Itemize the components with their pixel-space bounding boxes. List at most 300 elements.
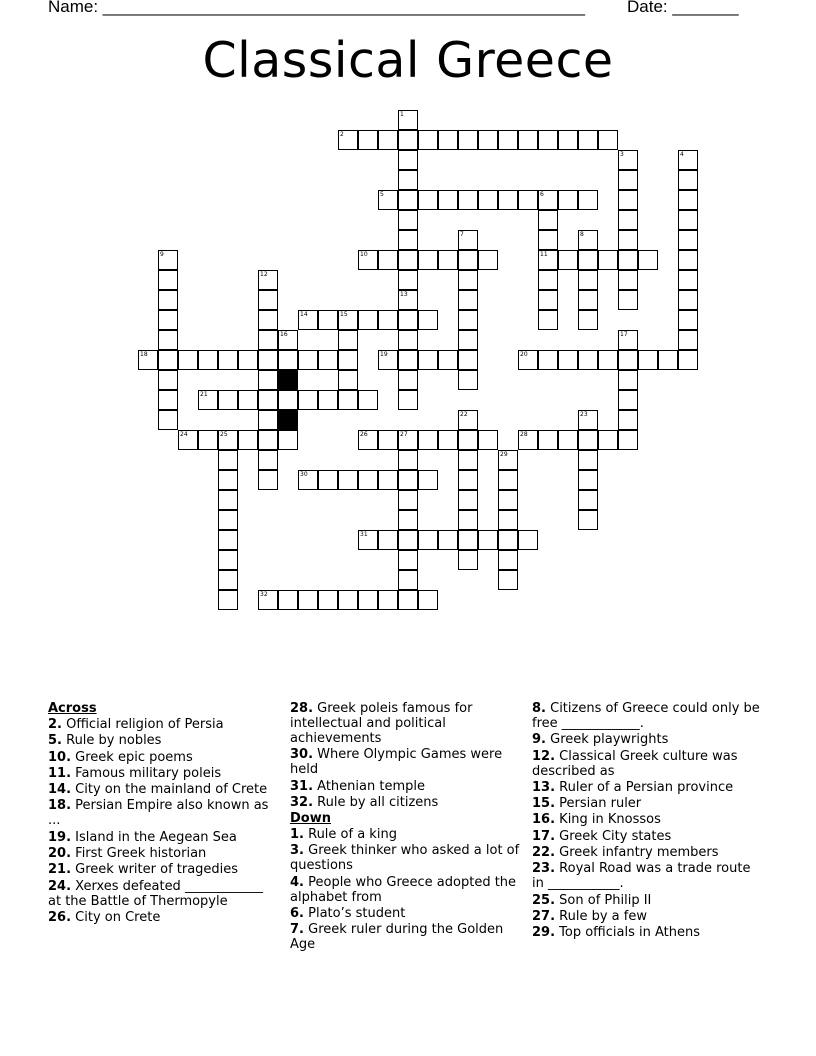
clue-number: 23 (580, 411, 588, 418)
crossword-cell[interactable] (558, 250, 578, 270)
crossword-cell[interactable] (618, 250, 638, 270)
crossword-cell[interactable] (378, 250, 398, 270)
clue-item (48, 910, 280, 925)
clue-number: 6 (540, 191, 544, 198)
crossword-cell[interactable] (298, 390, 318, 410)
clue-number: 25 (220, 431, 228, 438)
crossword-cell[interactable] (258, 290, 278, 310)
clue-item-text: City on the mainland of Crete (71, 782, 268, 798)
crossword-cell[interactable] (398, 490, 418, 510)
crossword-cell[interactable] (218, 510, 238, 530)
crossword-cell[interactable] (258, 350, 278, 370)
crossword-cell[interactable] (338, 350, 358, 370)
crossword-cell[interactable] (398, 450, 418, 470)
crossword-cell[interactable] (218, 390, 238, 410)
crossword-cell[interactable] (618, 290, 638, 310)
crossword-cell[interactable] (518, 430, 538, 450)
clue-number: 10 (360, 251, 368, 258)
crossword-cell[interactable] (218, 450, 238, 470)
crossword-cell[interactable] (358, 250, 378, 270)
crossword-cell[interactable] (418, 250, 438, 270)
crossword-cell[interactable] (338, 130, 358, 150)
crossword-cell[interactable] (298, 310, 318, 330)
crossword-cell[interactable] (138, 350, 158, 370)
clue-item-text: Greek epic poems (71, 749, 193, 765)
crossword-cell[interactable] (538, 270, 558, 290)
crossword-cell[interactable] (218, 430, 238, 450)
crossword-cell[interactable] (258, 470, 278, 490)
crossword-cell[interactable] (618, 390, 638, 410)
clue-item (532, 909, 764, 924)
crossword-cell[interactable] (338, 590, 358, 610)
crossword-cell[interactable] (478, 530, 498, 550)
crossword-cell[interactable] (398, 390, 418, 410)
crossword-cell[interactable] (378, 310, 398, 330)
crossword-cell[interactable] (178, 430, 198, 450)
crossword-cell[interactable] (438, 250, 458, 270)
crossword-cell[interactable] (538, 190, 558, 210)
crossword-cell[interactable] (198, 350, 218, 370)
crossword-cell[interactable] (338, 390, 358, 410)
crossword-cell[interactable] (158, 310, 178, 330)
clue-item (532, 732, 764, 747)
clue-item (48, 782, 280, 797)
crossword-cell[interactable] (398, 230, 418, 250)
crossword-cell[interactable] (678, 310, 698, 330)
crossword-cell[interactable] (158, 350, 178, 370)
crossword-cell[interactable] (418, 310, 438, 330)
crossword-cell[interactable] (458, 430, 478, 450)
crossword-cell[interactable] (318, 390, 338, 410)
crossword-cell[interactable] (558, 130, 578, 150)
clue-number: 8 (580, 231, 584, 238)
crossword-cell[interactable] (238, 390, 258, 410)
clue-number: 15 (340, 311, 348, 318)
clue-item-number: 10. (48, 749, 72, 765)
clue-item (532, 749, 764, 779)
clue-item (48, 830, 280, 845)
crossword-cell[interactable] (578, 250, 598, 270)
crossword-cell[interactable] (498, 130, 518, 150)
clue-item-text: City on Crete (71, 909, 161, 925)
crossword-cell[interactable] (618, 170, 638, 190)
crossword-cell[interactable] (678, 230, 698, 250)
clue-item-number: 4. (290, 874, 304, 890)
crossword-cell[interactable] (398, 370, 418, 390)
clue-item (532, 925, 764, 940)
clue-number: 31 (360, 531, 368, 538)
clue-item-text: King in Knossos (555, 812, 661, 828)
clue-item-text: Rule by all citizens (313, 794, 439, 810)
crossword-cell[interactable] (318, 310, 338, 330)
crossword-cell[interactable] (438, 530, 458, 550)
crossword-cell[interactable] (418, 430, 438, 450)
crossword-cell[interactable] (358, 530, 378, 550)
crossword-cell[interactable] (678, 150, 698, 170)
clue-item-number: 16. (532, 812, 556, 828)
clue-item-text: Greek ruler during the Golden Age (290, 922, 504, 953)
crossword-cell[interactable] (518, 530, 538, 550)
crossword-cell[interactable] (278, 350, 298, 370)
crossword-cell[interactable] (258, 390, 278, 410)
crossword-cell[interactable] (378, 590, 398, 610)
crossword-cell[interactable] (278, 330, 298, 350)
crossword-cell[interactable] (458, 510, 478, 530)
crossword-cell[interactable] (538, 250, 558, 270)
crossword-cell[interactable] (638, 350, 658, 370)
clue-item (532, 780, 764, 795)
crossword-cell[interactable] (578, 270, 598, 290)
crossword-cell[interactable] (358, 390, 378, 410)
crossword-cell[interactable] (398, 150, 418, 170)
crossword-cell[interactable] (398, 110, 418, 130)
crossword-cell[interactable] (538, 310, 558, 330)
crossword-cell[interactable] (218, 550, 238, 570)
clue-item-number: 19. (48, 829, 72, 845)
clue-item-number: 32. (290, 794, 314, 810)
crossword-cell[interactable] (418, 590, 438, 610)
crossword-cell[interactable] (538, 210, 558, 230)
clue-number: 11 (540, 251, 548, 258)
crossword-cell[interactable] (238, 350, 258, 370)
crossword-cell[interactable] (298, 470, 318, 490)
clue-number: 5 (380, 191, 384, 198)
crossword-cell[interactable] (398, 130, 418, 150)
crossword-cell[interactable] (498, 490, 518, 510)
crossword-cell[interactable] (358, 130, 378, 150)
crossword-cell[interactable] (538, 350, 558, 370)
clue-item (48, 862, 280, 877)
crossword-cell[interactable] (398, 550, 418, 570)
clue-number: 32 (260, 591, 268, 598)
crossword-cell[interactable] (218, 470, 238, 490)
clue-number: 26 (360, 431, 368, 438)
crossword-cell[interactable] (418, 530, 438, 550)
crossword-cell[interactable] (578, 450, 598, 470)
crossword-cell[interactable] (158, 330, 178, 350)
clue-item-number: 3. (290, 843, 304, 859)
crossword-cell[interactable] (678, 270, 698, 290)
crossword-cell[interactable] (198, 430, 218, 450)
crossword-cell[interactable] (558, 350, 578, 370)
crossword-cell[interactable] (198, 390, 218, 410)
crossword-cell[interactable] (358, 310, 378, 330)
crossword-cell[interactable] (678, 250, 698, 270)
clue-item-text: Citizens of Greece could only be free ____________. (532, 701, 760, 731)
crossword-cell[interactable] (578, 290, 598, 310)
crossword-cell[interactable] (258, 370, 278, 390)
crossword-cell[interactable] (578, 490, 598, 510)
crossword-cell[interactable] (378, 530, 398, 550)
clue-item (48, 879, 280, 909)
crossword-cell[interactable] (298, 590, 318, 610)
crossword-cell[interactable] (178, 350, 198, 370)
clue-item-number: 21. (48, 862, 72, 878)
crossword-cell[interactable] (518, 190, 538, 210)
crossword-cell[interactable] (398, 310, 418, 330)
crossword-cell[interactable] (458, 410, 478, 430)
clue-item-number: 28. (290, 701, 314, 716)
crossword-cell[interactable] (418, 470, 438, 490)
clue-number: 28 (520, 431, 528, 438)
crossword-cell[interactable] (578, 410, 598, 430)
crossword-cell[interactable] (398, 290, 418, 310)
crossword-cell[interactable] (578, 350, 598, 370)
crossword-cell[interactable] (458, 550, 478, 570)
crossword-cell[interactable] (398, 590, 418, 610)
crossword-cell[interactable] (618, 330, 638, 350)
clue-item-text: Greek thinker who asked a lot of questions (290, 843, 520, 874)
crossword-cell[interactable] (318, 350, 338, 370)
crossword-cell[interactable] (498, 470, 518, 490)
clue-item (290, 795, 522, 810)
crossword-cell[interactable] (578, 190, 598, 210)
crossword-cell[interactable] (398, 430, 418, 450)
crossword-cell[interactable] (458, 130, 478, 150)
clue-item-number: 22. (532, 845, 556, 861)
crossword-cell[interactable] (458, 230, 478, 250)
clue-item-number: 11. (48, 765, 72, 781)
crossword-cell[interactable] (218, 570, 238, 590)
crossword-cell[interactable] (378, 190, 398, 210)
clue-item-number: 6. (290, 906, 304, 922)
crossword-cell[interactable] (478, 190, 498, 210)
crossword-cell[interactable] (218, 490, 238, 510)
crossword-cell[interactable] (618, 350, 638, 370)
clue-item-text: Greek poleis famous for intellectual and political achievements (290, 701, 473, 746)
crossword-cell[interactable] (458, 530, 478, 550)
clue-item-number: 24. (48, 878, 72, 894)
clue-number: 17 (620, 331, 628, 338)
crossword-cell[interactable] (278, 590, 298, 610)
clue-item (290, 779, 522, 794)
crossword-cell[interactable] (398, 190, 418, 210)
clue-item-number: 2. (48, 717, 62, 732)
clue-item-number: 29. (532, 925, 556, 941)
crossword-cell[interactable] (258, 330, 278, 350)
crossword-cell[interactable] (278, 430, 298, 450)
crossword-cell[interactable] (398, 270, 418, 290)
crossword-cell[interactable] (398, 530, 418, 550)
crossword-cell[interactable] (538, 290, 558, 310)
crossword-cell[interactable] (498, 450, 518, 470)
crossword-cell[interactable] (378, 350, 398, 370)
crossword-cell[interactable] (338, 370, 358, 390)
clue-item (48, 717, 280, 732)
crossword-cell[interactable] (158, 370, 178, 390)
crossword-cell[interactable] (458, 330, 478, 350)
clue-item-number: 26. (48, 909, 72, 925)
crossword-cell[interactable] (518, 130, 538, 150)
crossword-cell[interactable] (478, 130, 498, 150)
crossword-cell[interactable] (398, 470, 418, 490)
clue-item (48, 733, 280, 748)
crossword-cell[interactable] (478, 250, 498, 270)
crossword-cell[interactable] (458, 250, 478, 270)
clue-number: 19 (380, 351, 388, 358)
clue-item-text: Where Olympic Games were held (290, 747, 503, 778)
crossword-cell[interactable] (158, 390, 178, 410)
crossword-cell[interactable] (458, 370, 478, 390)
crossword-cell[interactable] (258, 590, 278, 610)
crossword-cell[interactable] (458, 190, 478, 210)
clue-item-number: 7. (290, 922, 304, 938)
clue-number: 13 (400, 291, 408, 298)
clue-item-text: Plato’s student (303, 906, 406, 922)
crossword-cell[interactable] (398, 570, 418, 590)
crossword-cell[interactable] (438, 190, 458, 210)
crossword-cell[interactable] (558, 190, 578, 210)
clue-item (290, 906, 522, 921)
clue-item-text: Rule by nobles (61, 733, 162, 749)
crossword-cell[interactable] (678, 290, 698, 310)
crossword-cell[interactable] (358, 590, 378, 610)
crossword-cell[interactable] (678, 350, 698, 370)
clue-number: 30 (300, 471, 308, 478)
crossword-cell[interactable] (658, 350, 678, 370)
crossword-cell[interactable] (338, 330, 358, 350)
crossword-cell[interactable] (618, 210, 638, 230)
crossword-cell[interactable] (218, 350, 238, 370)
crossword-cell[interactable] (618, 410, 638, 430)
crossword-cell[interactable] (318, 590, 338, 610)
crossword-cell[interactable] (578, 510, 598, 530)
crossword-cell[interactable] (598, 350, 618, 370)
crossword-cell[interactable] (378, 430, 398, 450)
crossword-cell[interactable] (258, 270, 278, 290)
clue-item (48, 750, 280, 765)
crossword-cell[interactable] (358, 470, 378, 490)
crossword-cell[interactable] (458, 470, 478, 490)
crossword-cell[interactable] (158, 290, 178, 310)
clue-item (532, 812, 764, 827)
crossword-cell[interactable] (498, 570, 518, 590)
crossword-cell[interactable] (218, 590, 238, 610)
crossword-cell[interactable] (258, 450, 278, 470)
crossword-cell[interactable] (618, 190, 638, 210)
clue-item (532, 845, 764, 860)
crossword-cell[interactable] (618, 150, 638, 170)
crossword-cell[interactable] (418, 190, 438, 210)
crossword-cell[interactable] (618, 370, 638, 390)
clue-number: 22 (460, 411, 468, 418)
crossword-cell[interactable] (638, 250, 658, 270)
crossword-cell[interactable] (338, 310, 358, 330)
crossword-cell[interactable] (338, 470, 358, 490)
crossword-cell[interactable] (598, 430, 618, 450)
clue-column-3 (532, 701, 764, 942)
crossword-cell[interactable] (618, 430, 638, 450)
clue-item-text: Rule of a king (303, 827, 397, 843)
crossword-cell[interactable] (318, 470, 338, 490)
crossword-cell[interactable] (438, 130, 458, 150)
crossword-cell[interactable] (498, 550, 518, 570)
crossword-black-cell (278, 410, 298, 430)
crossword-cell[interactable] (218, 530, 238, 550)
crossword-cell[interactable] (438, 430, 458, 450)
crossword-cell[interactable] (458, 450, 478, 470)
crossword-cell[interactable] (258, 310, 278, 330)
crossword-cell[interactable] (498, 510, 518, 530)
clue-item-number: 20. (48, 846, 72, 862)
crossword-cell[interactable] (678, 170, 698, 190)
clue-item-text: Xerxes defeated ____________ at the Battle of Thermopyle (48, 878, 263, 909)
crossword-cell[interactable] (398, 210, 418, 230)
clue-item-text: Greek City states (555, 828, 672, 844)
crossword-cell[interactable] (558, 430, 578, 450)
clue-number: 2 (340, 131, 344, 138)
crossword-cell[interactable] (578, 310, 598, 330)
crossword-cell[interactable] (578, 430, 598, 450)
clue-number: 9 (160, 251, 164, 258)
crossword-cell[interactable] (458, 310, 478, 330)
crossword-cell[interactable] (378, 130, 398, 150)
clue-item-text: Official religion of Persia (61, 717, 224, 732)
crossword-cell[interactable] (158, 250, 178, 270)
clue-column-2 (290, 701, 522, 954)
crossword-cell[interactable] (618, 230, 638, 250)
clue-item (532, 829, 764, 844)
crossword-cell[interactable] (598, 250, 618, 270)
crossword-cell[interactable] (678, 330, 698, 350)
crossword-cell[interactable] (398, 250, 418, 270)
clue-item-number: 31. (290, 778, 314, 794)
crossword-cell[interactable] (398, 330, 418, 350)
crossword-cell[interactable] (258, 430, 278, 450)
crossword-cell[interactable] (578, 230, 598, 250)
crossword-cell[interactable] (278, 390, 298, 410)
clue-item-number: 14. (48, 782, 72, 798)
crossword-cell[interactable] (398, 510, 418, 530)
clue-item (532, 701, 764, 731)
crossword-cell[interactable] (678, 190, 698, 210)
crossword-cell[interactable] (458, 290, 478, 310)
clue-item (290, 747, 522, 777)
crossword-cell[interactable] (238, 430, 258, 450)
clue-item-text: Persian Empire also known as ... (48, 798, 269, 829)
crossword-cell[interactable] (398, 170, 418, 190)
crossword-cell[interactable] (618, 270, 638, 290)
crossword-cell[interactable] (578, 130, 598, 150)
crossword-cell[interactable] (358, 430, 378, 450)
crossword-cell[interactable] (458, 490, 478, 510)
crossword-cell[interactable] (478, 430, 498, 450)
crossword-cell[interactable] (298, 350, 318, 370)
clue-number: 18 (140, 351, 148, 358)
crossword-cell[interactable] (258, 410, 278, 430)
crossword-cell[interactable] (438, 350, 458, 370)
crossword-cell[interactable] (678, 210, 698, 230)
crossword-cell[interactable] (538, 430, 558, 450)
crossword-cell[interactable] (598, 130, 618, 150)
crossword-cell[interactable] (578, 470, 598, 490)
clue-item (532, 893, 764, 908)
crossword-cell[interactable] (418, 350, 438, 370)
crossword-cell[interactable] (538, 130, 558, 150)
crossword-cell[interactable] (158, 270, 178, 290)
crossword-cell[interactable] (538, 230, 558, 250)
crossword-cell[interactable] (498, 530, 518, 550)
crossword-cell[interactable] (418, 130, 438, 150)
crossword-cell[interactable] (498, 190, 518, 210)
crossword-cell[interactable] (518, 350, 538, 370)
crossword-cell[interactable] (158, 410, 178, 430)
crossword-cell[interactable] (458, 270, 478, 290)
crossword-cell[interactable] (458, 350, 478, 370)
clue-item-number: 8. (532, 701, 546, 716)
crossword-cell[interactable] (378, 470, 398, 490)
crossword-cell[interactable] (398, 350, 418, 370)
